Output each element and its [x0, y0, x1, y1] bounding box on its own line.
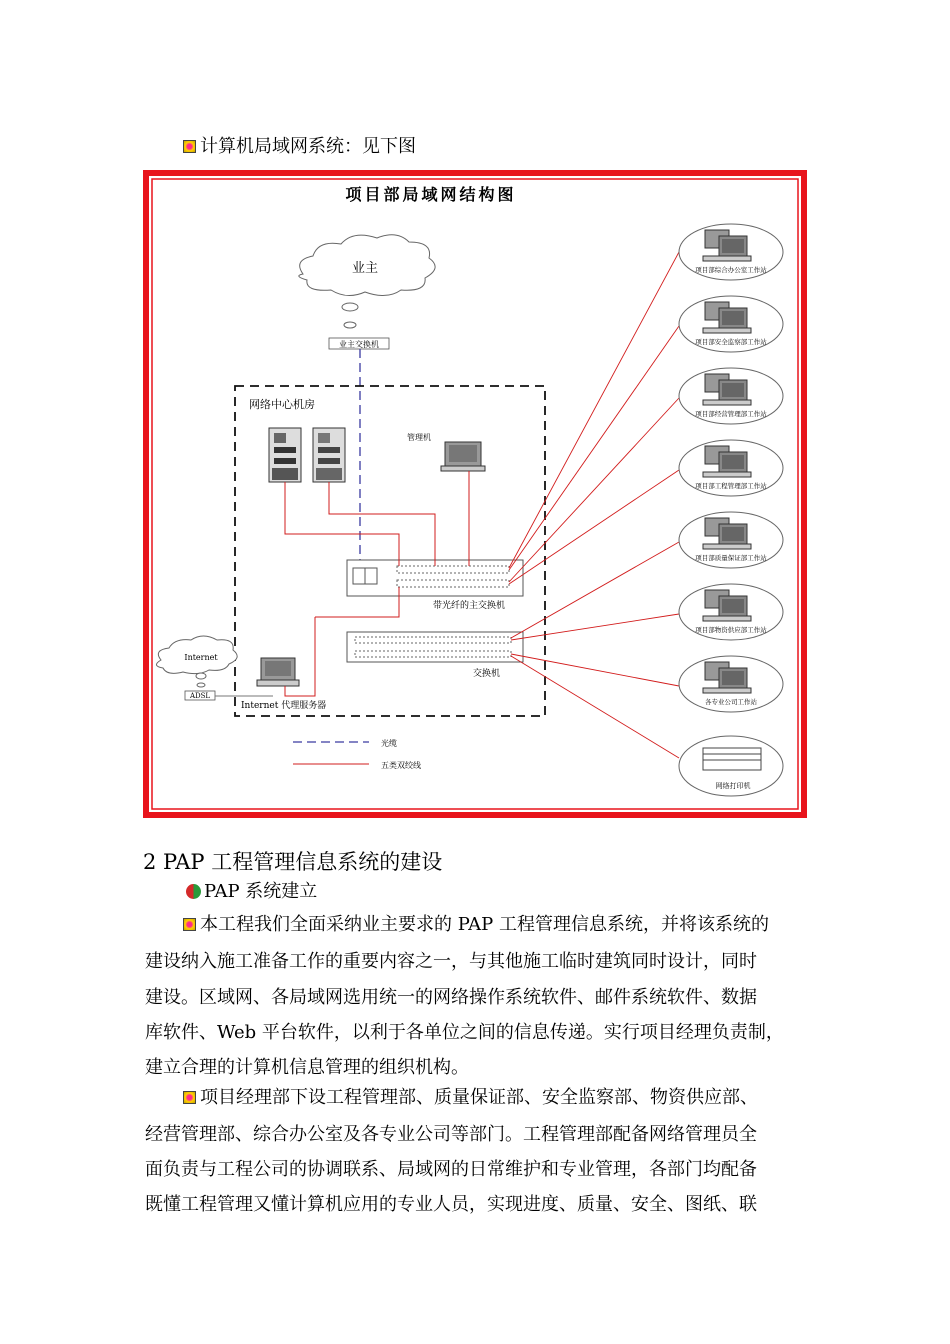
diagram-title: 项目部局域网结构图	[345, 185, 517, 204]
intro-line	[183, 136, 416, 158]
server-icon	[269, 428, 301, 482]
owner-label: 业主	[351, 261, 379, 276]
paragraph1-line: 建设纳入施工准备工作的重要内容之一，与其他施工临时建筑同时设计，同时	[145, 951, 757, 972]
workstation-node	[679, 656, 783, 712]
computer-icon	[257, 658, 299, 686]
ball-bullet-icon	[186, 884, 201, 899]
owner-switch-label: 业主交换机	[339, 340, 379, 349]
square-bullet-icon	[183, 918, 196, 931]
paragraph1-line: 本工程我们全面采纳业主要求的 PAP 工程管理信息系统，并将该系统的	[183, 914, 769, 936]
square-bullet-icon	[183, 1091, 196, 1104]
workstation-label: 项目部安全监察部工作站	[695, 338, 767, 346]
adsl-label: ADSL	[189, 692, 211, 700]
paragraph2-line: 既懂工程管理又懂计算机应用的专业人员，实现进度、质量、安全、图纸、联	[145, 1194, 757, 1215]
workstation-label: 项目部物资供应部工作站	[695, 626, 767, 634]
workstation-label: 各专业公司工作站	[705, 698, 757, 706]
network-center-label: 网络中心机房	[249, 398, 315, 411]
printer-icon	[703, 748, 761, 770]
legend-fiber-label: 光缆	[381, 739, 397, 748]
proxy-server-label: Internet 代理服务器	[241, 701, 327, 711]
workstation-label: 项目部经营管理部工作站	[695, 410, 767, 418]
paragraph2-line: 面负责与工程公司的协调联系、局域网的日常维护和专业管理，各部门均配备	[145, 1159, 757, 1180]
paragraph2-line: 经营管理部、综合办公室及各专业公司等部门。工程管理部配备网络管理员全	[145, 1124, 757, 1145]
section-heading: 2 PAP 工程管理信息系统的建设	[143, 850, 443, 874]
workstation-node	[679, 296, 783, 352]
workstation-node	[679, 368, 783, 424]
workstation-node	[679, 440, 783, 496]
paragraph1-line: 建设。区域网、各局域网选用统一的网络操作系统软件、邮件系统软件、数据	[145, 987, 757, 1008]
paragraph1-line: 库软件、Web 平台软件，以利于各单位之间的信息传递。实行项目经理负责制，	[145, 1022, 784, 1043]
main-switch-label: 带光纤的主交换机	[433, 601, 506, 611]
switch-label: 交换机	[473, 669, 501, 679]
workstation-node	[679, 224, 783, 280]
printer-label: 网络打印机	[715, 782, 751, 790]
legend-cable-label: 五类双绞线	[381, 761, 421, 770]
paragraph1-line: 建立合理的计算机信息管理的组织机构。	[145, 1057, 469, 1078]
square-bullet-icon	[183, 140, 196, 153]
computer-icon	[441, 442, 485, 471]
workstation-label: 项目部综合办公室工作站	[695, 266, 767, 274]
workstation-node	[679, 512, 783, 568]
internet-label: Internet	[184, 653, 218, 662]
workstation-label: 项目部工程管理部工作站	[695, 482, 767, 490]
subheading-text: PAP 系统建立	[204, 881, 318, 902]
paragraph2-line: 项目经理部下设工程管理部、质量保证部、安全监察部、物资供应部、	[183, 1087, 758, 1109]
workstation-label: 项目部质量保证部工作站	[695, 554, 767, 562]
server-icon	[313, 428, 345, 482]
manager-pc-label: 管理机	[407, 433, 431, 442]
subheading	[186, 881, 317, 903]
intro-text: 计算机局域网系统：见下图	[200, 136, 416, 157]
workstation-node	[679, 584, 783, 640]
network-diagram	[143, 170, 807, 818]
